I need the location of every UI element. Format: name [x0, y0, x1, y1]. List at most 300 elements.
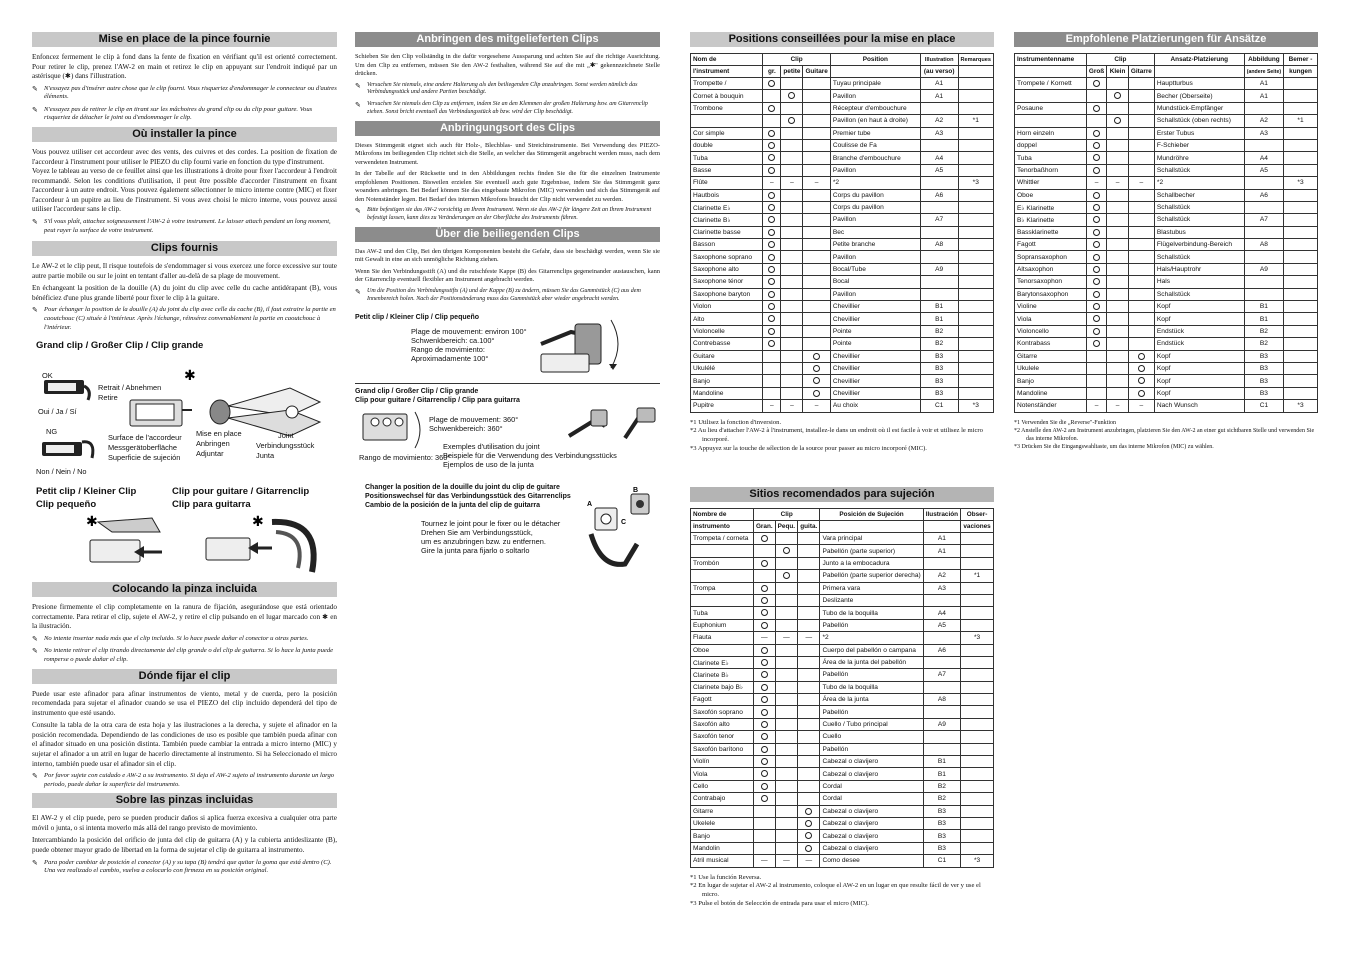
joint-label: Joint: [278, 431, 294, 441]
table-row: [1015, 400, 1318, 412]
clip-mark-cell: [753, 681, 775, 693]
table-row: [691, 313, 994, 325]
illustration-cell: [1244, 226, 1283, 238]
clip-mark-cell: [753, 582, 775, 594]
position-cell: Schallstück: [1154, 201, 1244, 213]
clip-mark-cell: [775, 706, 797, 718]
note: ✎ Bitte befestigen sie das AW-2 vorsichtig an Ihrem Instrument. Wenn sie das AW-2 für längere Zeit an Ihrem Instrument befestigt lassen, kann dies zu Veränderungen an der Oberfläche des Instruments führen.: [355, 207, 652, 222]
position-cell: Erster Tubus: [1154, 127, 1244, 139]
clip-mark-cell: –: [781, 400, 803, 412]
circle-mark-icon: [761, 783, 768, 790]
paragraph: In der Tabelle auf der Rückseite und in den Abbildungen rechts finden Sie die für die einzelnen Instrumente empfohlenen Positionen. Bisweilen erzielen Sie eventuell auch gute Ergebnisse, indem Sie das Stimmgerät ganz woanders anbringen. Bei Bedarf können Sie das eingebaute Mikrofon (MIC) verwenden und sich das Stimmgerät auf den Notenständer legen. Bei Bedarf des internen Mikrofons braucht der Clip nicht verwendet zu werden.: [355, 170, 660, 203]
section-title: Clips fournis: [32, 241, 337, 256]
note-icon: ✎: [32, 634, 38, 643]
clip-mark-cell: [1128, 338, 1154, 350]
table-row: [691, 362, 994, 374]
circle-mark-icon: [1093, 254, 1100, 261]
header-cell: Guitare: [803, 66, 830, 78]
clip-mark-cell: [775, 743, 797, 755]
clip-mark-cell: [763, 239, 781, 251]
clip-mark-cell: [763, 313, 781, 325]
table-row: [1015, 201, 1318, 213]
remark-cell: [958, 350, 994, 362]
clip-mark-cell: [1086, 164, 1106, 176]
clip-mark-cell: [753, 817, 775, 829]
table-row: [691, 619, 994, 631]
small-clip-illustration: [82, 512, 172, 576]
clip-mark-cell: —: [753, 855, 775, 867]
clip-mark-cell: [763, 362, 781, 374]
surface-label-de: Messgerätoberfläche: [108, 443, 178, 453]
remark-cell: [961, 656, 994, 668]
instrument-cell: Trombón: [691, 557, 754, 569]
clip-mark-cell: [803, 362, 830, 374]
clip-mark-cell: [781, 189, 803, 201]
note: ✎ Versuchen Sie niemals, eine andere Halterung als den beiliegenden Clip anzubringen. Sonst werden nämlich das Verbindungsstück und andere Partien beschädigt.: [355, 81, 638, 96]
header-cell: Gran.: [753, 521, 775, 533]
clip-mark-cell: [763, 152, 781, 164]
instrument-cell: Contrebasse: [691, 338, 763, 350]
table-row: [691, 90, 994, 102]
illustration-cell: [923, 743, 960, 755]
circle-mark-icon: [783, 547, 790, 554]
clip-mark-cell: [763, 276, 781, 288]
de-positions-table: [1014, 53, 1318, 413]
note: ✎ No intente retirar el clip tirando directamente del clip grande o del clip de guitarra. Si lo hace la junta puede romperse o puede dañar el clip.: [32, 647, 334, 664]
note: ✎ N'essayez pas de retirer le clip en tirant sur les mâchoires du grand clip ou du clip pour guitare. Vous risqueriez de détacher le joint ou d'endommager le clip.: [32, 105, 313, 122]
position-cell: Branche d'embouchure: [830, 152, 920, 164]
clip-mark-cell: [781, 288, 803, 300]
table-row: [1015, 301, 1318, 313]
remark-cell: [1284, 201, 1318, 213]
remark-cell: [1284, 263, 1318, 275]
remark-cell: [961, 817, 994, 829]
illustration-cell: A1: [923, 545, 960, 557]
clip-mark-cell: –: [763, 177, 781, 189]
position-cell: Schallbecher: [1154, 189, 1244, 201]
remark-cell: [1284, 152, 1318, 164]
table-row: [1015, 152, 1318, 164]
clip-mark-cell: [763, 214, 781, 226]
remark-cell: [958, 189, 994, 201]
instrument-cell: Saxophone soprano: [691, 251, 763, 263]
note-icon: ✎: [355, 101, 361, 110]
note-icon: ✎: [32, 105, 38, 114]
clip-mark-cell: –: [1086, 400, 1106, 412]
illustration-cell: B3: [923, 805, 960, 817]
circle-mark-icon: [768, 204, 775, 211]
remark-cell: [958, 251, 994, 263]
table-row: [691, 656, 994, 668]
position-cell: Área de la junta: [820, 694, 923, 706]
illustration-cell: [1244, 201, 1283, 213]
illustration-cell: A4: [920, 152, 958, 164]
illustration-cell: A6: [923, 644, 960, 656]
instrument-cell: Violín: [691, 756, 754, 768]
remark-cell: [958, 139, 994, 151]
clip-mark-cell: [1086, 78, 1106, 90]
instrument-cell: Banjo: [1015, 375, 1087, 387]
header-cell: Position: [830, 54, 920, 66]
table-row: [1015, 276, 1318, 288]
footnote: *3 Appuyez sur la touche de sélection de la source pour passer au micro incorporé (MIC).: [690, 445, 927, 453]
position-cell: Pavillon: [830, 164, 920, 176]
clip-mark-cell: [1086, 102, 1106, 114]
joint-examples-illustration: [565, 406, 661, 446]
circle-mark-icon: [1093, 315, 1100, 322]
clip-mark-cell: [1128, 214, 1154, 226]
clip-mark-cell: [775, 570, 797, 582]
header-cell: l'instrument: [691, 66, 763, 78]
clip-mark-cell: —: [775, 632, 797, 644]
fr-table-column: [690, 32, 994, 454]
illustration-cell: A7: [920, 214, 958, 226]
clip-mark-cell: [775, 842, 797, 854]
table-row: [691, 239, 994, 251]
figure-title: Changer la position de la douille du joint du clip de guitare: [365, 483, 560, 491]
position-cell: Chevillier: [830, 362, 920, 374]
remark-cell: *1: [961, 570, 994, 582]
clip-mark-cell: [1107, 251, 1129, 263]
circle-mark-icon: [768, 80, 775, 87]
position-cell: Pointe: [830, 325, 920, 337]
table-row: [691, 325, 994, 337]
instrument-cell: Tuba: [691, 152, 763, 164]
position-cell: Cuello: [820, 731, 923, 743]
small-clip-motion-illustration: [531, 314, 631, 378]
table-row: [691, 400, 994, 412]
clip-mark-cell: [775, 594, 797, 606]
note: ✎ N'essayez pas d'insérer autre chose que le clip fourni. Vous risqueriez d'endommager le connecteur ou d'autres éléments.: [32, 84, 337, 101]
attach-label-de: Anbringen: [196, 439, 230, 449]
clip-mark-cell: [803, 164, 830, 176]
clip-mark-cell: [763, 387, 781, 399]
illustration-cell: B3: [1244, 375, 1283, 387]
clip-mark-cell: [798, 768, 820, 780]
clip-mark-cell: [798, 793, 820, 805]
instrument-cell: [1015, 90, 1087, 102]
illustration-cell: [1244, 288, 1283, 300]
illustration-cell: A8: [923, 694, 960, 706]
illustration-cell: [923, 731, 960, 743]
remark-cell: [958, 127, 994, 139]
remark-cell: [958, 301, 994, 313]
clip-mark-cell: [781, 338, 803, 350]
illustration-cell: C1: [923, 855, 960, 867]
clip-mark-cell: [775, 731, 797, 743]
position-cell: Cabezal o clavijero: [820, 756, 923, 768]
es-positions-table: [690, 508, 994, 868]
table-row: [1015, 139, 1318, 151]
circle-mark-icon: [805, 808, 812, 815]
clip-mark-cell: –: [803, 400, 830, 412]
clip-mark-cell: [1086, 152, 1106, 164]
instrument-cell: Trompeta / corneta: [691, 533, 754, 545]
circle-mark-icon: [1114, 92, 1121, 99]
fr-positions-table: [690, 53, 994, 413]
clip-mark-cell: [781, 313, 803, 325]
clip-mark-cell: [753, 533, 775, 545]
circle-mark-icon: [1093, 216, 1100, 223]
illustration-cell: B2: [1244, 325, 1283, 337]
circle-mark-icon: [813, 390, 820, 397]
illustration-cell: B3: [1244, 387, 1283, 399]
clip-mark-cell: [753, 756, 775, 768]
clip-mark-cell: [803, 325, 830, 337]
clip-mark-cell: –: [1128, 177, 1154, 189]
remark-cell: [958, 102, 994, 114]
instrument-cell: Atril musical: [691, 855, 754, 867]
table-row: [691, 276, 994, 288]
rotate-label-es: Gire la junta para fijarlo o soltarlo: [421, 545, 530, 555]
paragraph: Puede usar este afinador para afinar instrumentos de viento, metal y de cuerda, pero la posición recomendada para sujetar el afinador cuando se usa el PIEZO del clip incluido dependerá del tipo de instrumento que esté usando.: [32, 689, 337, 717]
clip-mark-cell: [1107, 189, 1129, 201]
clip-mark-cell: [763, 338, 781, 350]
circle-mark-icon: [783, 572, 790, 579]
position-cell: Kopf: [1154, 350, 1244, 362]
clip-mark-cell: [803, 301, 830, 313]
illustration-cell: [920, 201, 958, 213]
instrument-cell: Saxophone baryton: [691, 288, 763, 300]
remark-cell: [1284, 251, 1318, 263]
paragraph: Dieses Stimmgerät eignet sich auch für Holz-, Blechblas- und Streichinstrumente. Bei Verwendung des PIEZO-Mikrofons im beiliegenden Clip richtet sich die Stelle, an welcher das Stimmgerät angebracht werden muss, nach dem verwendeten Instrument.: [355, 141, 660, 166]
instrument-cell: Tenorsaxophon: [1015, 276, 1087, 288]
circle-mark-icon: [761, 671, 768, 678]
clip-mark-cell: [803, 239, 830, 251]
clip-mark-cell: [1128, 375, 1154, 387]
remark-cell: *3: [1284, 177, 1318, 189]
remark-cell: [1284, 139, 1318, 151]
tuner-ok-illustration: [36, 376, 96, 406]
section-title: Sobre las pinzas incluidas: [32, 793, 337, 808]
instrument-cell: Trombone: [691, 102, 763, 114]
remark-cell: [961, 607, 994, 619]
circle-mark-icon: [761, 696, 768, 703]
instrument-cell: Sopransaxophon: [1015, 251, 1087, 263]
note-icon: ✎: [32, 306, 38, 315]
clip-mark-cell: [1107, 375, 1129, 387]
instrument-cell: Viola: [1015, 313, 1087, 325]
circle-mark-icon: [761, 758, 768, 765]
table-row: [1015, 127, 1318, 139]
instrument-cell: Saxophone ténor: [691, 276, 763, 288]
remark-cell: [1284, 375, 1318, 387]
remove-label: Retrait / Abnehmen: [98, 383, 162, 393]
clip-mark-cell: [1128, 189, 1154, 201]
circle-mark-icon: [768, 315, 775, 322]
clip-mark-cell: –: [1107, 177, 1129, 189]
clip-mark-cell: [798, 570, 820, 582]
circle-mark-icon: [1093, 229, 1100, 236]
position-cell: Chevillier: [830, 313, 920, 325]
circle-mark-icon: [1093, 154, 1100, 161]
circle-mark-icon: [768, 328, 775, 335]
illustration-cell: A1: [920, 78, 958, 90]
illustration-cell: [923, 632, 960, 644]
table-row: [691, 139, 994, 151]
instrument-cell: Flauta: [691, 632, 754, 644]
circle-mark-icon: [761, 795, 768, 802]
position-cell: Tubo de la boquilla: [820, 607, 923, 619]
clip-mark-cell: [763, 127, 781, 139]
circle-mark-icon: [1138, 365, 1145, 372]
circle-mark-icon: [1093, 266, 1100, 273]
table-row: [691, 263, 994, 275]
header-cell: Posición de Sujeción: [820, 509, 923, 521]
position-cell: Primera vara: [820, 582, 923, 594]
illustration-cell: C1: [1244, 400, 1283, 412]
note-icon: ✎: [32, 858, 38, 867]
table-row: [1015, 387, 1318, 399]
footnote: *1 Utilisez la fonction d'inversion.: [690, 418, 782, 426]
table-row: [691, 201, 994, 213]
clip-mark-cell: [1107, 102, 1129, 114]
clip-mark-cell: [763, 139, 781, 151]
instrument-cell: Saxofón soprano: [691, 706, 754, 718]
table-row: [691, 743, 994, 755]
illustration-cell: B3: [1244, 362, 1283, 374]
position-cell: Mundröhre: [1154, 152, 1244, 164]
position-cell: Pavillon: [830, 288, 920, 300]
illustration-cell: [923, 656, 960, 668]
position-cell: Becher (Oberseite): [1154, 90, 1244, 102]
circle-mark-icon: [805, 845, 812, 852]
clip-mark-cell: [775, 780, 797, 792]
clip-mark-cell: [1128, 288, 1154, 300]
position-cell: Cabezal o clavijero: [820, 830, 923, 842]
figure-title: Petit clip / Kleiner Clip / Clip pequeño: [355, 313, 480, 321]
instrument-cell: Violoncello: [1015, 325, 1087, 337]
clip-mark-cell: [781, 127, 803, 139]
illustration-cell: A5: [923, 619, 960, 631]
header-cell: (au verso): [920, 66, 958, 78]
guitar-clip-joint-illustration: [581, 484, 661, 570]
clip-mark-cell: [1128, 226, 1154, 238]
table-row: [691, 127, 994, 139]
header-cell: Klein: [1107, 66, 1129, 78]
table-row: [691, 817, 994, 829]
position-cell: Schallstück: [1154, 288, 1244, 300]
illustration-cell: A3: [920, 127, 958, 139]
clip-mark-cell: [775, 669, 797, 681]
circle-mark-icon: [768, 229, 775, 236]
remark-cell: [958, 239, 994, 251]
instrument-cell: double: [691, 139, 763, 151]
remark-cell: [961, 557, 994, 569]
clip-mark-cell: [1107, 139, 1129, 151]
clip-mark-cell: [1128, 239, 1154, 251]
clip-mark-cell: [753, 669, 775, 681]
clip-mark-cell: –: [781, 177, 803, 189]
clip-mark-cell: [1107, 362, 1129, 374]
section-title: Empfohlene Platzierungen für Ansätze: [1014, 32, 1318, 47]
illustration-cell: A7: [1244, 214, 1283, 226]
position-cell: Chevillier: [830, 301, 920, 313]
remark-cell: [961, 582, 994, 594]
illustration-cell: [920, 139, 958, 151]
small-clip-title: Petit clip / Kleiner Clip: [36, 486, 137, 498]
position-cell: F-Schieber: [1154, 139, 1244, 151]
illustration-cell: A9: [1244, 263, 1283, 275]
clip-mark-cell: [775, 768, 797, 780]
illustration-cell: B3: [923, 830, 960, 842]
circle-mark-icon: [768, 241, 775, 248]
header-cell: Ilustración: [923, 509, 960, 521]
remark-cell: [1284, 325, 1318, 337]
circle-mark-icon: [761, 659, 768, 666]
clip-mark-cell: [775, 644, 797, 656]
joint-example-label-es: Ejemplos de uso de la junta: [443, 459, 534, 469]
header-cell: kungen: [1284, 66, 1318, 78]
remark-cell: [1284, 338, 1318, 350]
instrument-cell: Hautbois: [691, 189, 763, 201]
circle-mark-icon: [768, 130, 775, 137]
remark-cell: [961, 545, 994, 557]
remark-cell: [961, 842, 994, 854]
header-cell: Pequ.: [775, 521, 797, 533]
remark-cell: [961, 681, 994, 693]
clip-mark-cell: [775, 619, 797, 631]
circle-mark-icon: [768, 105, 775, 112]
header-cell: Clip: [753, 509, 820, 521]
remark-cell: [1284, 239, 1318, 251]
ng-label: NG: [46, 427, 58, 437]
illustration-cell: [920, 276, 958, 288]
table-row: [691, 644, 994, 656]
clip-mark-cell: [763, 375, 781, 387]
remark-cell: [1284, 90, 1318, 102]
clip-mark-cell: [803, 78, 830, 90]
note-icon: ✎: [355, 207, 361, 216]
remark-cell: [958, 338, 994, 350]
illustration-cell: A1: [920, 90, 958, 102]
clip-mark-cell: [781, 375, 803, 387]
table-row: [1015, 288, 1318, 300]
circle-mark-icon: [768, 142, 775, 149]
position-cell: Chevillier: [830, 375, 920, 387]
circle-mark-icon: [788, 92, 795, 99]
illustration-cell: B1: [920, 313, 958, 325]
remark-cell: [1284, 301, 1318, 313]
paragraph: Le AW-2 et le clip peut, Il risque toutefois de s'endommager si vous exercez une force excessive sur toute autre partie mobile ou sur le joint en tentant d'aller au-delà de sa plage de mouvement.: [32, 262, 337, 280]
remark-cell: [958, 375, 994, 387]
remark-cell: [1284, 164, 1318, 176]
clip-mark-cell: –: [1128, 400, 1154, 412]
illustration-cell: [920, 226, 958, 238]
es-table-column: [690, 487, 994, 909]
instrument-cell: Pupitre: [691, 400, 763, 412]
note-icon: ✎: [355, 288, 361, 296]
illustration-cell: B2: [923, 780, 960, 792]
clip-mark-cell: [1086, 214, 1106, 226]
position-cell: Área de la junta del pabellón: [820, 656, 923, 668]
surface-label: Surface de l'accordeur: [108, 433, 182, 443]
clip-mark-cell: [798, 817, 820, 829]
instrument-cell: Saxofón tenor: [691, 731, 754, 743]
remark-cell: [961, 594, 994, 606]
clip-mark-cell: [763, 251, 781, 263]
instrument-cell: Tuba: [1015, 152, 1087, 164]
clip-mark-cell: [1128, 102, 1154, 114]
remark-cell: [958, 362, 994, 374]
note: ✎ Versuchen Sie niemals den Clip zu entfernen, indem Sie an den Klemmen der großen Halterung bzw. am Gitarrenclip ziehen. Sonst bricht eventuell das Verbindungsstück ab bzw. wird der Clip beschädigt.: [355, 101, 648, 115]
illustration-cell: [923, 557, 960, 569]
circle-mark-icon: [761, 622, 768, 629]
instrument-cell: Banjo: [691, 830, 754, 842]
clip-mark-cell: [763, 263, 781, 275]
clip-mark-cell: [1107, 115, 1129, 127]
clip-mark-cell: [775, 830, 797, 842]
